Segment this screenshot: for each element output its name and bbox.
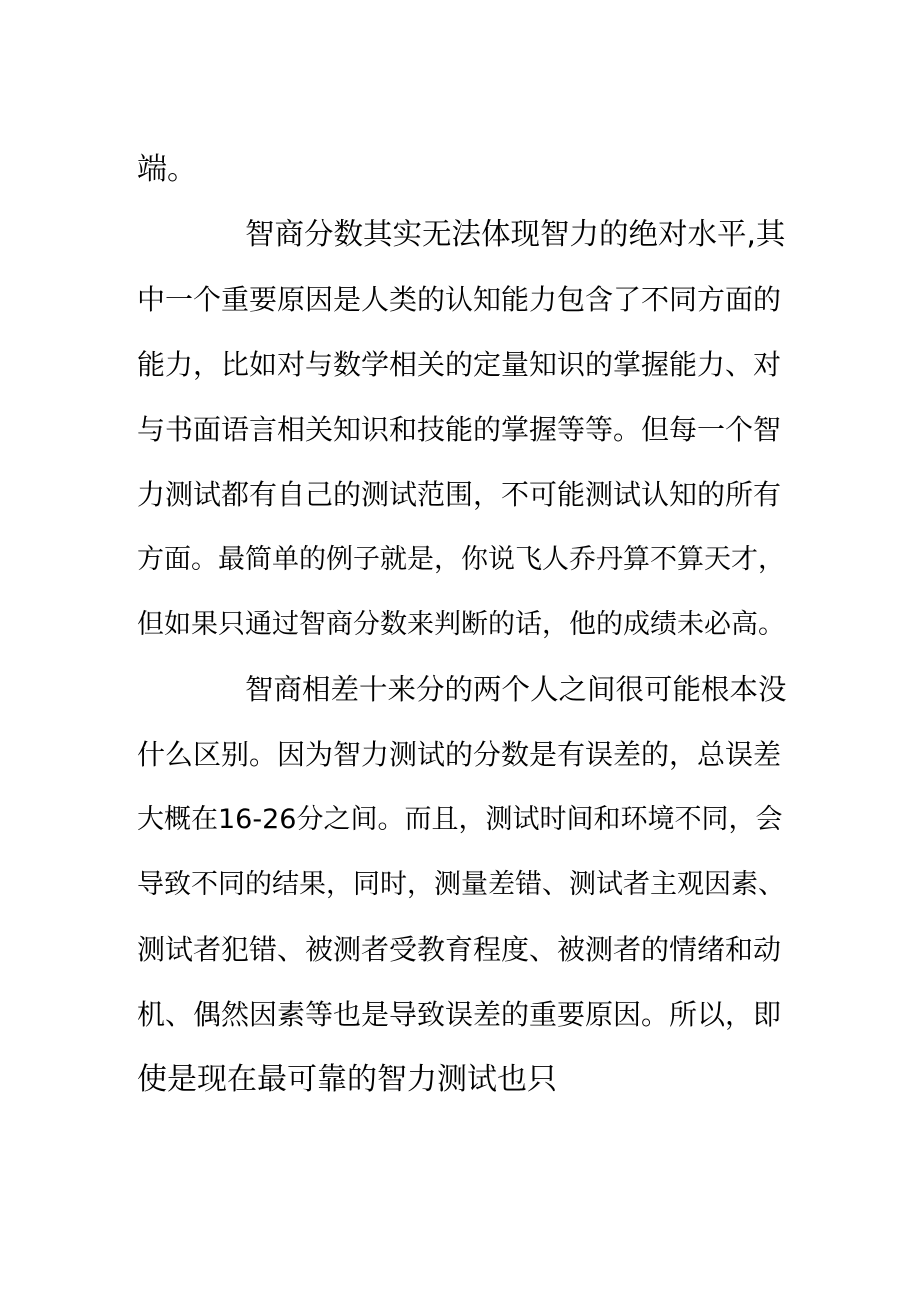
text-line: 力测试都有自己的测试范围，不可能测试认知的所有 xyxy=(137,478,782,511)
text-line: 什么区别。因为智力测试的分数是有误差的，总误差 xyxy=(137,738,782,771)
text-line: 能力，比如对与数学相关的定量知识的掌握能力、对 xyxy=(137,348,782,381)
text-line: 方面。最简单的例子就是，你说飞人乔丹算不算天才， xyxy=(137,544,785,575)
paragraph-first-line: 智商分数其实无法体现智力的绝对水平,其 xyxy=(245,217,786,251)
text-line: 测试者犯错、被测者受教育程度、被测者的情绪和动 xyxy=(137,933,782,966)
paragraph-first-line: 智商相差十来分的两个人之间很可能根本没 xyxy=(245,673,787,706)
text-line: 端。 xyxy=(137,152,197,187)
text-line: 与书面语言相关知识和技能的掌握等等。但每一个智 xyxy=(137,413,782,446)
text-line: 中一个重要原因是人类的认知能力包含了不同方面的 xyxy=(137,283,782,316)
text-line: 导致不同的结果，同时，测量差错、测试者主观因素、 xyxy=(137,869,785,900)
text-line: 大概在16-26分之间。而且，测试时间和环境不同，会 xyxy=(137,804,783,835)
text-line: 机、偶然因素等也是导致误差的重要原因。所以，即 xyxy=(137,998,782,1031)
text-line: 但如果只通过智商分数来判断的话，他的成绩未必高。 xyxy=(137,609,785,640)
text-line: 使是现在最可靠的智力测试也只 xyxy=(137,1062,557,1097)
body-text xyxy=(137,137,787,1112)
